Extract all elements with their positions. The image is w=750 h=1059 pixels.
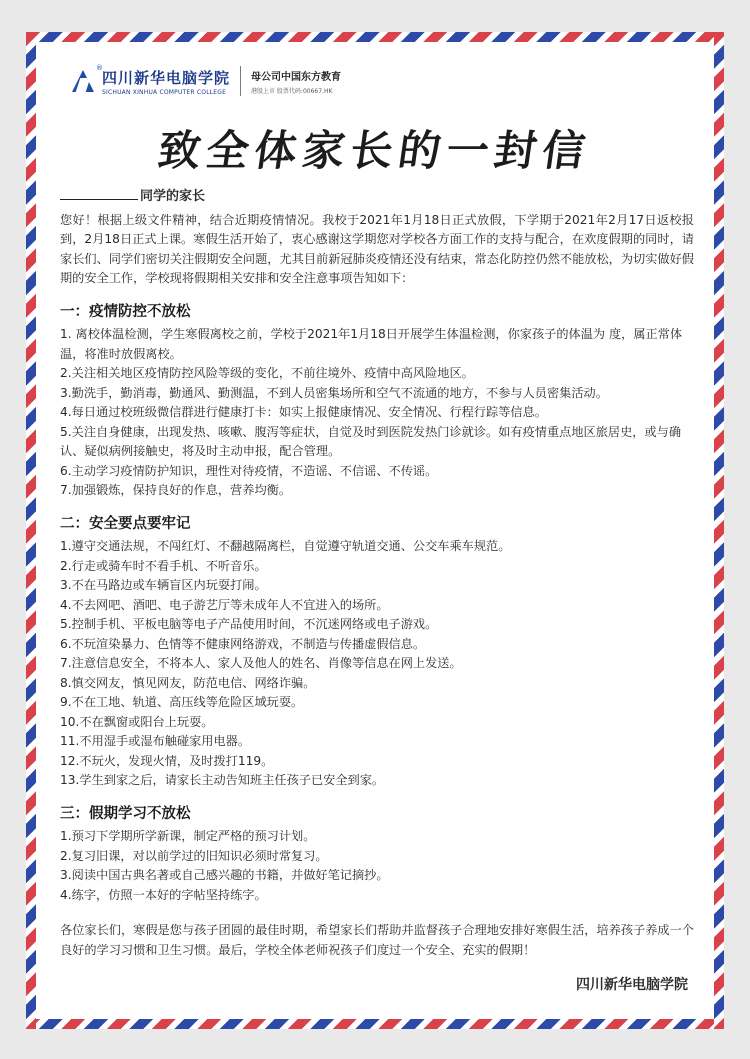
list-item: 3.不在马路边或车辆盲区内玩耍打闹。 — [60, 578, 267, 592]
list-item: 1. 离校体温检测，学生寒假离校之前，学校于2021年1月18日开展学生体温检测，你家孩子的体温为 度，属正常体温，将准时放假离校。 — [60, 327, 683, 361]
list-item: 12.不玩火，发现火情，及时拨打119。 — [60, 753, 274, 768]
letterhead — [72, 64, 341, 98]
section — [60, 303, 694, 501]
parent-company-block — [251, 68, 341, 95]
list-item: 3.阅读中国古典名著或自己感兴趣的书籍，并做好笔记摘抄。 — [60, 868, 389, 882]
student-name-blank — [60, 186, 138, 200]
section-title: 二：安全要点要牢记 — [60, 515, 191, 532]
list-item: 2.复习旧课，对以前学过的旧知识必须时常复习。 — [60, 848, 328, 863]
signature: 四川新华电脑学院 — [576, 977, 688, 993]
registered-mark: ® — [96, 64, 103, 72]
greeting — [60, 186, 694, 207]
list-item: 2.行走或骑车时不看手机、不听音乐。 — [60, 558, 267, 573]
list-item: 8.慎交网友，慎见网友，防范电信、网络诈骗。 — [60, 675, 316, 690]
list-item: 9.不在工地、轨道、高压线等危险区域玩耍。 — [60, 695, 304, 709]
list-item: 6.不玩渲染暴力、色情等不健康网络游戏，不制造与传播虚假信息。 — [60, 636, 426, 651]
section — [60, 515, 694, 791]
list-item: 7.加强锻炼，保持良好的作息，营养均衡。 — [60, 483, 292, 497]
xinhua-logo-icon — [72, 64, 103, 92]
section — [60, 805, 694, 906]
list-item: 10.不在飘窗或阳台上玩耍。 — [60, 714, 214, 729]
list-item: 1.预习下学期所学新课，制定严格的预习计划。 — [60, 829, 316, 843]
intro-paragraph: 您好！根据上级文件精神，结合近期疫情情况。我校于2021年1月18日正式放假，下学期于2021年2月17日返校报到，2月18日正式上课。寒假生活开始了，衷心感谢这学期您对学校各方面工作的支持与配合，在欢度假期的同时，请家长们、同学们密切关注假期安全问题，尤其目前新冠肺炎疫情还没有结束，常态化防控仍然不能放松，为切实做好假期的安全工作，学校现将假期相关安排和安全注意事项告知如下： — [60, 212, 694, 285]
school-name-cn: 四川新华电脑学院 — [102, 68, 231, 87]
school-brand — [102, 67, 230, 96]
list-item: 7.注意信息安全，不将本人、家人及他人的姓名、肖像等信息在网上发送。 — [60, 656, 462, 670]
list-item: 3.勤洗手，勤消毒，勤通风、勤测温，不到人员密集场所和空气不流通的地方，不参与人员密集活动。 — [60, 385, 608, 400]
list-item: 6.主动学习疫情防护知识，理性对待疫情，不造谣、不信谣、不传谣。 — [60, 463, 438, 478]
list-item: 1.遵守交通法规，不闯红灯、不翻越隔离栏，自觉遵守轨道交通、公交车乘车规范。 — [60, 539, 511, 553]
list-item: 4.练字，仿照一本好的字帖坚持练字。 — [60, 887, 267, 902]
parent-company: 母公司中国东方教育 — [251, 71, 342, 83]
list-item: 4.每日通过校班级微信群进行健康打卡：如实上报健康情况、安全情况、行程行踪等信息。 — [60, 405, 547, 419]
list-item: 4.不去网吧、酒吧、电子游艺厅等未成年人不宜进入的场所。 — [60, 597, 389, 612]
section-title: 三：假期学习不放松 — [60, 805, 191, 822]
airmail-border-bottom — [26, 1019, 724, 1029]
list-item: 5.控制手机、平板电脑等电子产品使用时间，不沉迷网络或电子游戏。 — [60, 617, 438, 631]
list-item: 5.关注自身健康，出现发热、咳嗽、腹泻等症状，自觉及时到医院发热门诊就诊。如有疫情重点地区旅居史，或与确认、疑似病例接触史，将及时主动申报，配合管理。 — [60, 424, 682, 458]
letter-body — [60, 186, 694, 996]
school-name-en: SICHUAN XINHUA COMPUTER COLLEGE — [102, 88, 227, 96]
list-item: 11.不用湿手或湿布触碰家用电器。 — [60, 734, 251, 748]
airmail-border-left — [26, 32, 36, 1029]
section-title: 一：疫情防控不放松 — [60, 303, 191, 320]
stock-info: 港股上市 股票代码:00667.HK — [251, 87, 333, 95]
greeting-text: 同学的家长 — [140, 189, 206, 204]
list-item: 2.关注相关地区疫情防控风险等级的变化，不前往境外、疫情中高风险地区。 — [60, 366, 474, 380]
closing-paragraph: 各位家长们，寒假是您与孩子团圆的最佳时期，希望家长们帮助并监督孩子合理地安排好寒假生活，培养孩子养成一个良好的学习习惯和卫生习惯。最后，学校全体老师祝孩子们度过一个安全、充实的假期！ — [60, 923, 694, 957]
header-divider — [240, 66, 241, 96]
letter-title: 致全体家长的一封信 — [155, 126, 595, 175]
list-item: 13.学生到家之后，请家长主动告知班主任孩子已安全到家。 — [60, 773, 385, 787]
airmail-border-top — [26, 32, 724, 42]
airmail-border-right — [714, 32, 724, 1029]
